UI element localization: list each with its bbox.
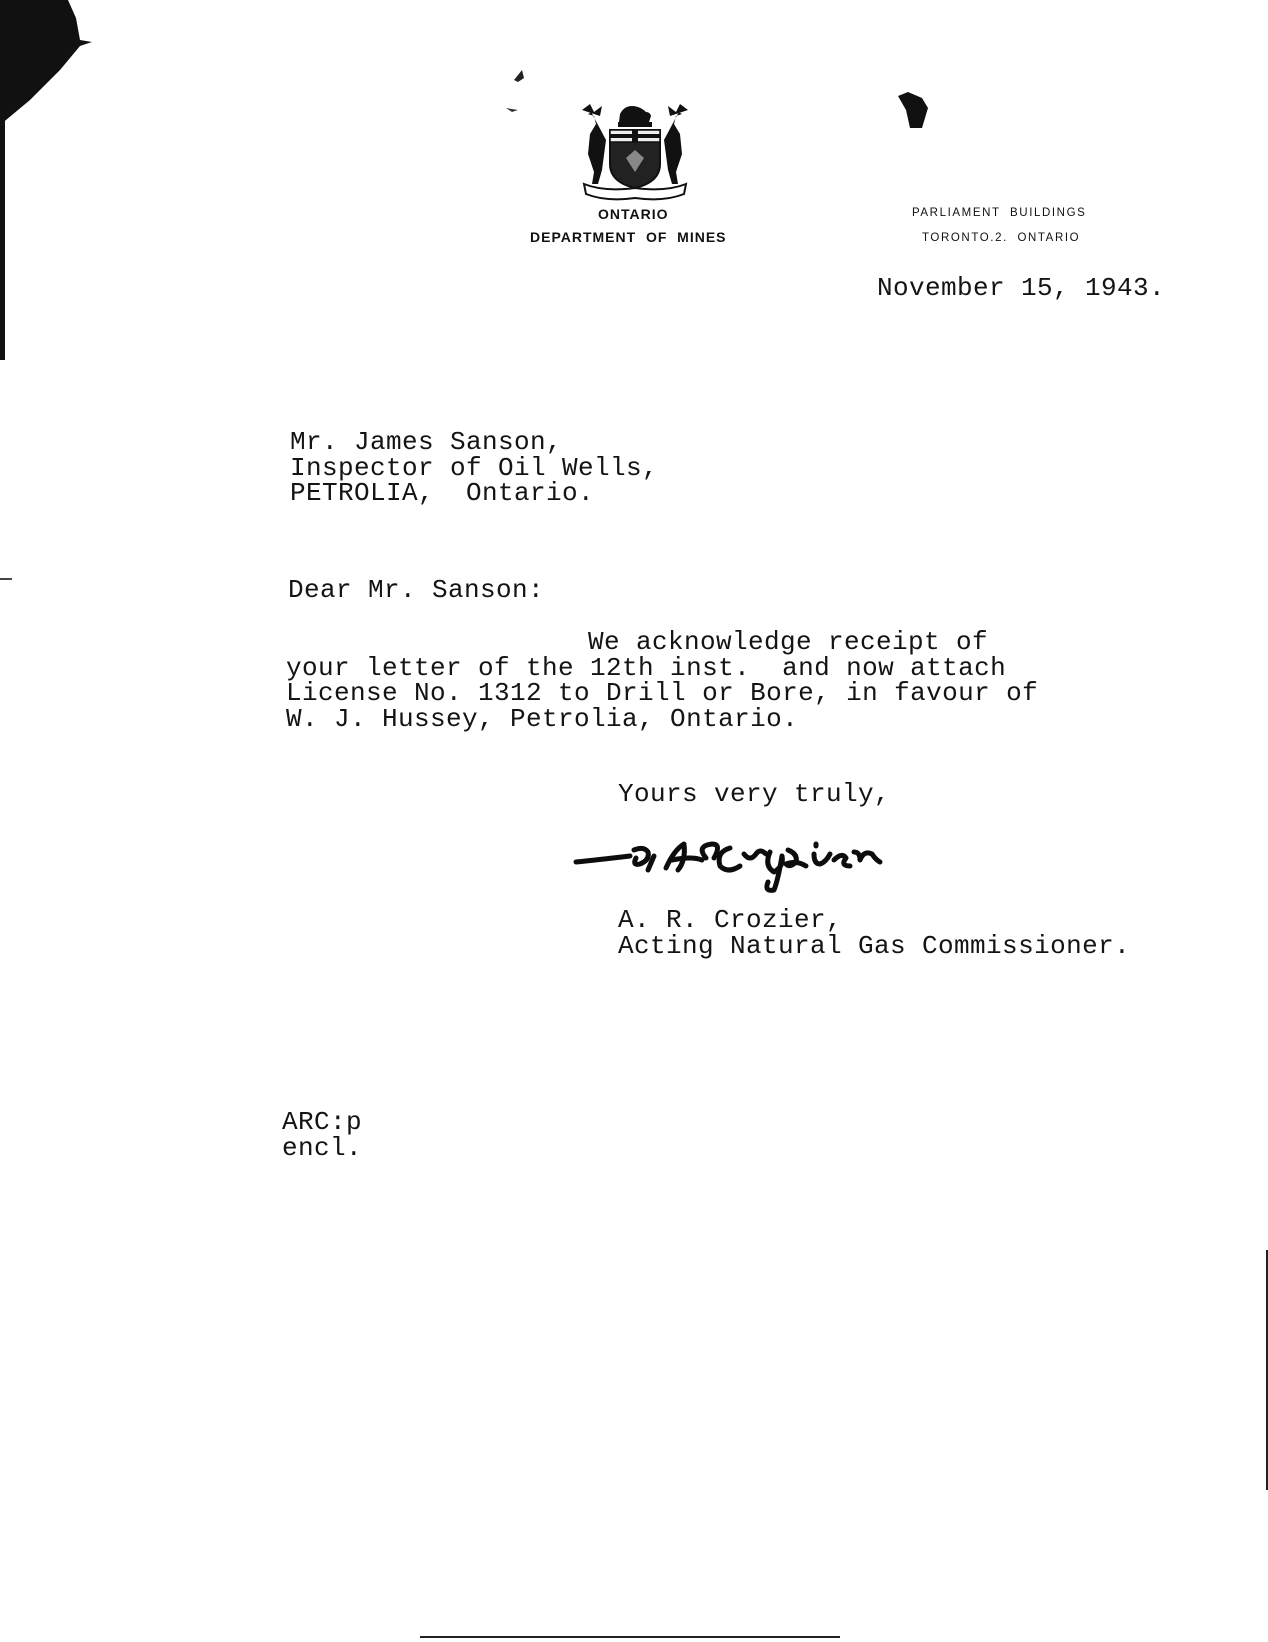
letterhead-address-line1: PARLIAMENT BUILDINGS [912, 207, 1087, 219]
recipient-block [290, 427, 659, 508]
letter-date: November 15, 1943. [877, 273, 1166, 303]
enclosure-note: encl. [282, 1132, 363, 1163]
letterhead-address-line2: TORONTO.2. ONTARIO [922, 232, 1081, 244]
scan-bottom-line [420, 1636, 840, 1638]
signatory-name: A. R. Crozier, [618, 905, 843, 935]
ink-speck [498, 68, 538, 114]
recipient-city: PETROLIA, Ontario. [290, 478, 595, 508]
letterhead-department: DEPARTMENT OF MINES [530, 229, 727, 245]
ink-blot [892, 88, 938, 134]
signature-block [618, 905, 1131, 961]
scan-edge [0, 0, 5, 360]
closing: Yours very truly, [618, 779, 891, 809]
reference-block [282, 1107, 363, 1163]
body-line: W. J. Hussey, Petrolia, Ontario. [286, 703, 799, 734]
salutation: Dear Mr. Sanson: [288, 575, 545, 605]
signatory-title: Acting Natural Gas Commissioner. [618, 930, 1131, 961]
body-line: your letter of the 12th inst. and now attach [286, 652, 1007, 683]
scan-dash [0, 578, 12, 580]
scan-corner-mark [0, 0, 95, 140]
body-line: We acknowledge receipt of [588, 627, 989, 657]
reference-initials: ARC:p [282, 1107, 363, 1137]
handwritten-signature [572, 830, 912, 894]
recipient-title: Inspector of Oil Wells, [290, 452, 659, 483]
letterhead-province: ONTARIO [598, 206, 669, 222]
ontario-crest-icon [580, 100, 690, 202]
letter-body [286, 627, 1039, 734]
body-line: License No. 1312 to Drill or Bore, in favour of [286, 678, 1039, 708]
recipient-name: Mr. James Sanson, [290, 427, 563, 457]
